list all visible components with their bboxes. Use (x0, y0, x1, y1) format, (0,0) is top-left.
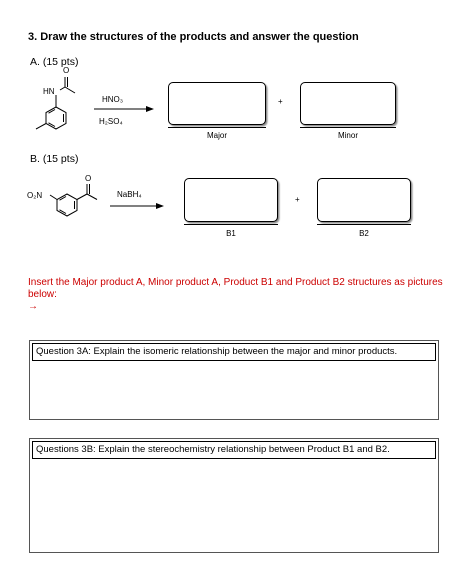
b1-caption: B1 (226, 229, 236, 238)
part-b-label: B. (15 pts) (30, 153, 79, 165)
instructions-arrow: → (28, 301, 38, 312)
reagent-a-top: HNO₃ (102, 95, 124, 104)
question-3b-prompt: Questions 3B: Explain the stereochemistry relationship between Product B1 and B2. (32, 441, 436, 459)
major-caption: Major (206, 131, 227, 140)
question-title: 3. Draw the structures of the products and answer the question (28, 31, 359, 43)
minor-product-box[interactable] (300, 82, 396, 125)
question-3a-prompt: Question 3A: Explain the isomeric relationship between the major and minor products. (32, 343, 436, 361)
part-a-reactant-structure (20, 60, 100, 140)
reaction-arrow-a (94, 104, 154, 114)
b2-caption-line (317, 224, 411, 225)
instructions-text: Insert the Major product A, Minor product A, Product B1 and Product B2 structures as pictures below: (28, 277, 443, 300)
reagent-a-bottom: H₂SO₄ (99, 117, 123, 126)
product-b1-box[interactable] (184, 178, 278, 222)
reactant-b-nitro-label: O₂N (27, 191, 43, 200)
b2-caption: B2 (359, 229, 369, 238)
plus-sign-a: + (278, 97, 283, 106)
reactant-a-oxygen-label: O (63, 66, 70, 75)
major-product-box[interactable] (168, 82, 266, 125)
b1-caption-line (184, 224, 278, 225)
part-a-label: A. (15 pts) (30, 56, 79, 68)
reactant-b-oxygen-label: O (85, 174, 92, 183)
reagent-b: NaBH₄ (117, 190, 142, 199)
question-3b-answer-box[interactable] (29, 438, 439, 553)
reaction-arrow-b (110, 201, 164, 211)
reactant-a-nitrogen-label: HN (43, 87, 55, 96)
part-b-reactant-structure (20, 172, 110, 224)
question-3a-answer-box[interactable] (29, 340, 439, 420)
plus-sign-b: + (295, 195, 300, 204)
major-caption-line (168, 127, 266, 128)
minor-caption: Minor (337, 131, 358, 140)
instructions (28, 277, 448, 313)
minor-caption-line (300, 127, 396, 128)
product-b2-box[interactable] (317, 178, 411, 222)
